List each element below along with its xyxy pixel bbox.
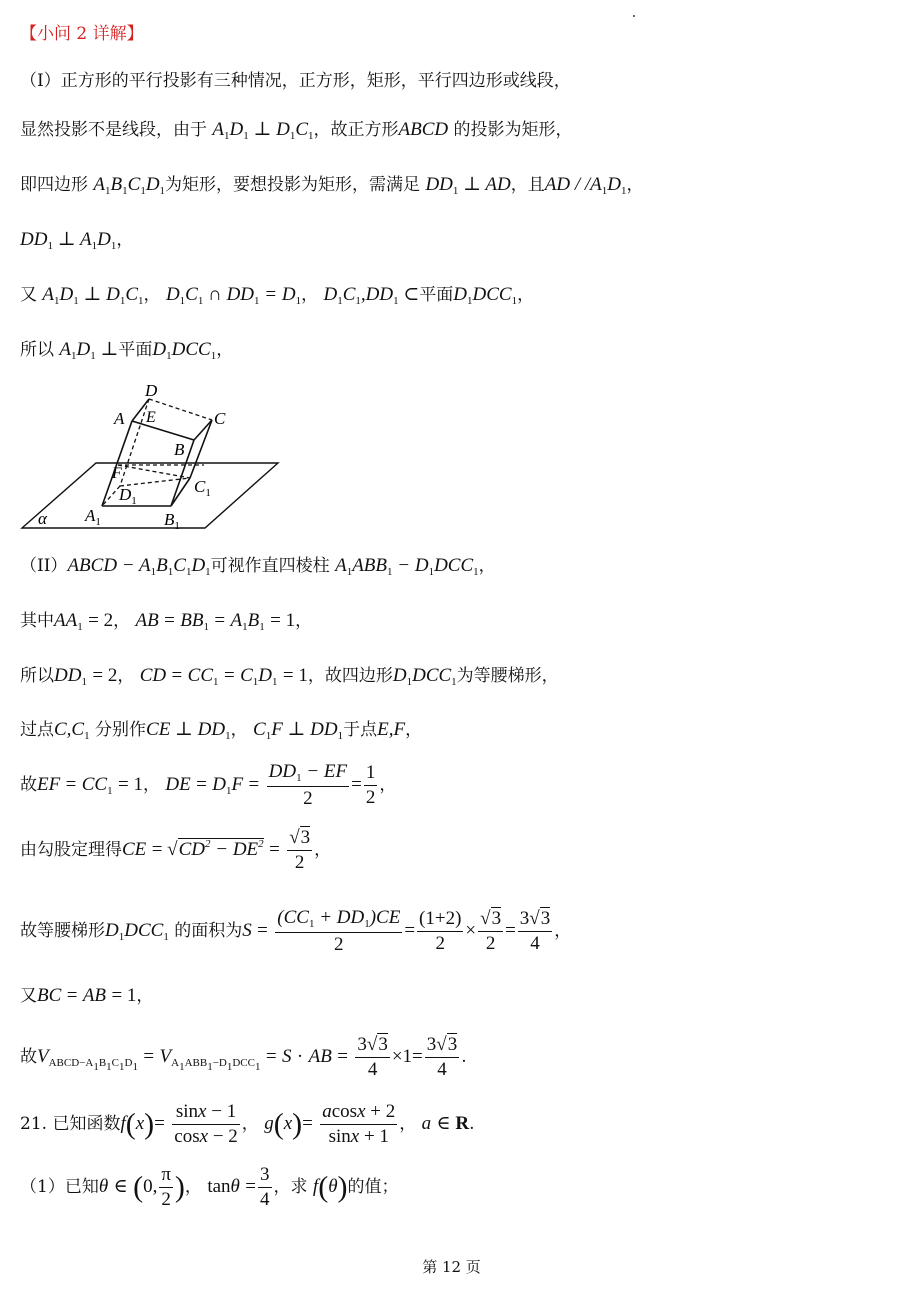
text-line-14: 又BC = AB = 1， bbox=[20, 985, 154, 1006]
text-line-2: 显然投影不是线段，由于 $A_1D_1$ ⊥ $D_1C_1$，故正方形ABCD 的投影为矩形， bbox=[20, 119, 573, 142]
section-heading: 【小问 2 详解】 bbox=[20, 24, 144, 44]
text-line-12: 由勾股定理得CE = $√CD^2 - DE^2$ = $\frac{√3}{2}$ ， bbox=[20, 827, 332, 873]
text-line-13: 故等腰梯形$D_1DCC_1$ 的面积为S = $\frac{(CC_1 + DD_1)CE}{2}$ = $\frac{(1+2)}{2}$ × $\frac{√3}{2}$ = $\frac{3√3}{4}$ ， bbox=[20, 907, 572, 955]
label-B1: $B_1$ bbox=[164, 510, 180, 532]
label-D: D bbox=[145, 381, 158, 400]
scan-dot bbox=[633, 15, 635, 17]
text-line-10: 过点$C,C_1$ 分别作CE ⊥ $DD_1$， $C_1F$ ⊥ $DD_1$于点E,F， bbox=[20, 719, 423, 742]
label-A: A bbox=[114, 409, 125, 428]
label-C1: $C_1$ bbox=[194, 477, 211, 499]
text-line-5: 又 $A_1D_1$ ⊥ $D_1C_1$， $D_1C_1$ ∩ $DD_1 = D_1$， $D_1C_1,DD_1$ ⊂平面$D_1DCC_1$， bbox=[20, 284, 535, 307]
page-number: 第 12 页 bbox=[422, 1258, 481, 1276]
text-line-6: 所以 $A_1D_1$ ⊥平面$D_1DCC_1$， bbox=[20, 339, 234, 362]
problem-21-statement: 21. 已知函数f(x)= $\frac{\sin x - 1}{\cos x - 2}$ ， g(x)= $\frac{acosx + 2}{\sin x + 1}$ ， a ∈ R. bbox=[20, 1101, 475, 1147]
label-B: B bbox=[174, 440, 185, 459]
text-line-7: （II）ABCD − $A_1B_1C_1D_1$可视作直四棱柱 $A_1ABB_1 - D_1DCC_1$， bbox=[20, 555, 496, 578]
text-line-15: 故$V_{ABCD-A_1B_1C_1D_1} = V_{A_1ABB_1-D_1DCC_1} = S$ · AB = $\frac{3√3}{4}$ ×1= $\frac{3√3}{4}$ . bbox=[20, 1034, 467, 1080]
label-alpha: α bbox=[38, 509, 47, 528]
label-E: E bbox=[146, 409, 156, 426]
label-F: F bbox=[112, 465, 122, 482]
text-line-11: 故EF = $CC_1 = 1$， DE = $D_1F$ = $\frac{DD_1 - EF}{2}$ = $\frac{1}{2}$ ， bbox=[20, 761, 397, 809]
text-line-4: $DD_1$ ⊥ $A_1D_1$， bbox=[20, 229, 134, 252]
text-line-9: 所以$DD_1 = 2$， CD = $CC_1 = C_1D_1 = 1$，故四边形$D_1DCC_1$为等腰梯形， bbox=[20, 665, 559, 688]
text-line-8: 其中$AA_1 = 2$， AB = $BB_1 = A_1B_1 = 1$， bbox=[20, 610, 313, 633]
label-D1: $D_1$ bbox=[119, 485, 137, 507]
text-line-3: 即四边形 $A_1B_1C_1D_1$为矩形，要想投影为矩形，需满足 $DD_1$ ⊥ AD，且AD / $/A_1D_1$， bbox=[20, 174, 644, 197]
text-line-1: （I）正方形的平行投影有三种情况，正方形，矩形，平行四边形或线段， bbox=[20, 71, 571, 91]
problem-21-part-1: （1）已知θ ∈ (0, $\frac{\pi}{2}$ )， tanθ = $\frac{3}{4}$ ，求 f(θ)的值； bbox=[20, 1164, 399, 1210]
label-C: C bbox=[214, 409, 226, 428]
label-A1: $A_1$ bbox=[85, 506, 101, 528]
prism-figure bbox=[18, 378, 288, 536]
